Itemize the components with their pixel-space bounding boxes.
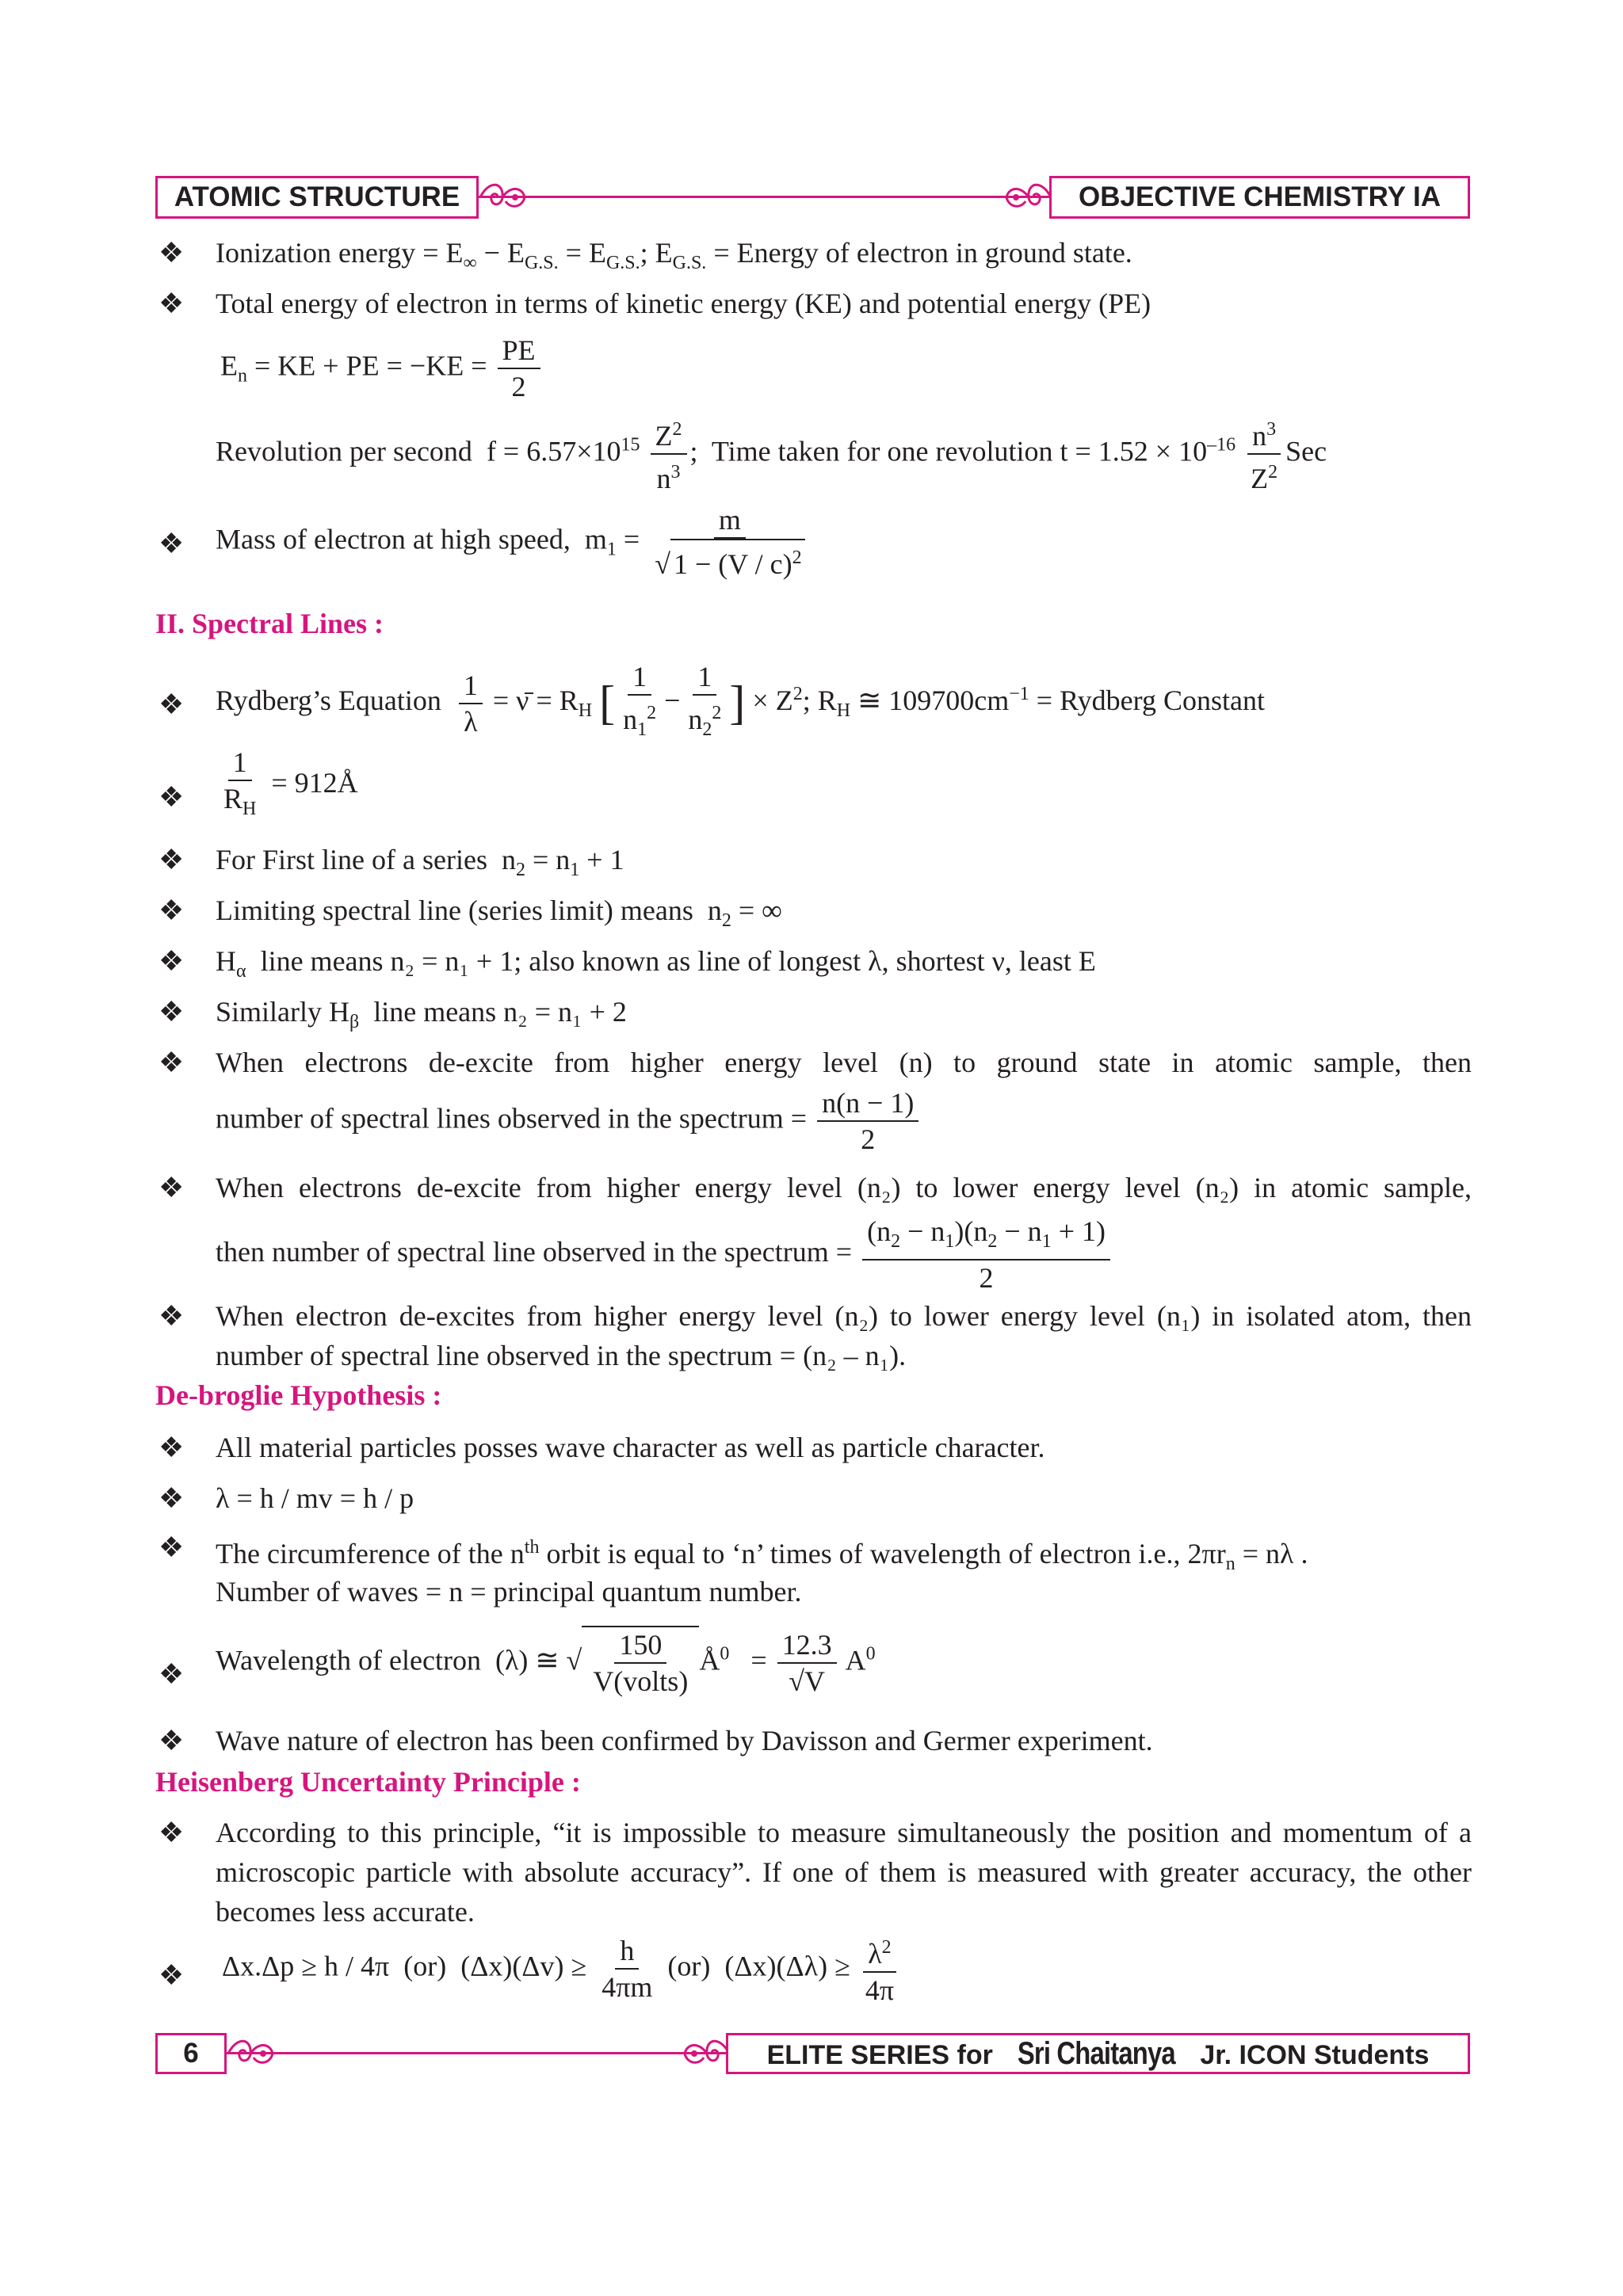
bullet-icon: ❖ bbox=[158, 781, 185, 813]
rydberg-line: Rydberg’s Equation $\frac{1}{\lambda}$ = ν̄ = $R_H$ [ $\frac{1}{n_1^2}$ − $\frac{1}{n_2^2}$ ] × $Z^2$; $R_H$ ≅ $109700cm^{-1}$ = Rydberg Constant bbox=[216, 661, 1265, 741]
heisenberg-heading: Heisenberg Uncertainty Principle : bbox=[155, 1766, 581, 1798]
page-number: 6 bbox=[183, 2038, 199, 2069]
limiting-line: Limiting spectral line (series limit) means $n_2$ = ∞ bbox=[216, 894, 782, 932]
circumference-line: The circumference of the $n^{th}$ orbit is equal to ‘n’ times of wavelength of electron i.e., $2\pi r_n = n\lambda$ . bbox=[216, 1537, 1308, 1575]
bullet-icon: ❖ bbox=[158, 1300, 185, 1332]
revolution-line: Revolution per second $f = 6.57\times 10^{15}$ $\frac{Z^2}{n^3}$ ; Time taken for one revolution $t = 1.52 \times 10^{-16}$ $\frac{n^3}{Z^2}$ Sec bbox=[216, 412, 1327, 496]
bullet-icon: ❖ bbox=[158, 1959, 185, 1991]
num-waves-line: Number of waves = n = principal quantum number. bbox=[216, 1576, 802, 1608]
debroglie-1: All material particles posses wave character as well as particle character. bbox=[216, 1432, 1045, 1463]
mass-line: Mass of electron at high speed, $m_1$ = $\frac{m}{√ 1 - (V / c)^2}$ bbox=[216, 502, 813, 582]
davisson-line: Wave nature of electron has been confirmed by Davisson and Germer experiment. bbox=[216, 1725, 1153, 1756]
ornament-icon bbox=[479, 177, 526, 217]
ornament-icon bbox=[227, 2034, 274, 2073]
inverse-rh: $\frac{1}{R_H}$ = 912Å bbox=[223, 746, 358, 820]
deexcite-2: When electrons de-excite from higher energy level (n₂) to lower energy level (n₂) in atomic sample, bbox=[216, 1172, 1472, 1203]
deexcite-1: When electrons de-excite from higher energy level (n) to ground state in atomic sample, then bbox=[216, 1047, 1472, 1078]
deexcite-3: When electron de-excites from higher energy level (n₂) to lower energy level (n₁) in isolated atom, then number of spectral line observed in the spectrum = (n₂ – n₁). bbox=[216, 1300, 1472, 1371]
chapter-title-box bbox=[155, 176, 479, 219]
book-title-box bbox=[1049, 176, 1470, 219]
series-label: ELITE SERIES for Sri Chaitanya Jr. ICON Students bbox=[766, 2035, 1430, 2071]
bullet-icon: ❖ bbox=[158, 1531, 185, 1563]
ionization-line: Ionization energy = $E_\infty - E_{G.S.} = E_{G.S.}$; $E_{G.S.}$ = Energy of electron in ground state. bbox=[216, 237, 1132, 274]
book-title: OBJECTIVE CHEMISTRY IA bbox=[1078, 181, 1442, 212]
bullet-icon: ❖ bbox=[158, 237, 185, 269]
deexcite-2-formula: then number of spectral line observed in the spectrum = $\frac{(n_2 - n_1)(n_2 - n_1 + 1)}{2}$ bbox=[216, 1214, 1113, 1295]
footer-rule bbox=[227, 2052, 729, 2054]
uncertainty-formula: Δx.Δp ≥ h / 4π (or) (Δx)(Δv) ≥ $\frac{h}{4\pi m}$ (or) (Δx)(Δλ) ≥ $\frac{\lambda^2}{4\pi}$ bbox=[222, 1930, 902, 2008]
bullet-icon: ❖ bbox=[158, 1725, 185, 1756]
debroglie-heading: De-broglie Hypothesis : bbox=[155, 1379, 442, 1411]
energy-equation: $E_n$ = KE + PE = −KE = $\frac{PE}{2}$ bbox=[220, 333, 544, 404]
debroglie-2: λ = h / mv = h / p bbox=[216, 1482, 414, 1514]
header-rule bbox=[479, 196, 1049, 198]
bullet-icon: ❖ bbox=[158, 844, 185, 875]
ornament-icon bbox=[683, 2034, 731, 2073]
h-alpha-line: $H_\alpha$ line means n₂ = n₁ + 1; also known as line of longest λ, shortest ν, least E bbox=[216, 945, 1096, 982]
bullet-icon: ❖ bbox=[158, 1172, 185, 1203]
wavelength-line: Wavelength of electron (λ) ≅ √ $\frac{150}{\text{V(volts)}}$ $Å^0$ = $\frac{12.3}{√V}$ $A^0$ bbox=[216, 1626, 876, 1699]
bullet-icon: ❖ bbox=[158, 528, 185, 559]
bullet-icon: ❖ bbox=[158, 1817, 185, 1848]
bullet-icon: ❖ bbox=[158, 1482, 185, 1514]
bullet-icon: ❖ bbox=[158, 1432, 185, 1463]
bullet-icon: ❖ bbox=[158, 288, 185, 319]
page-number-box bbox=[155, 2033, 227, 2074]
spectral-heading: II. Spectral Lines : bbox=[155, 608, 384, 639]
chapter-title: ATOMIC STRUCTURE bbox=[174, 181, 460, 212]
bullet-icon: ❖ bbox=[158, 688, 185, 720]
bullet-icon: ❖ bbox=[158, 894, 185, 926]
ornament-icon bbox=[1005, 177, 1052, 217]
bullet-icon: ❖ bbox=[158, 1047, 185, 1078]
brand-name: Sri Chaitanya bbox=[1018, 2035, 1176, 2071]
heisenberg-text: According to this principle, “it is impossible to measure simultaneously the position and momentum of a microscopic particle with absolute accuracy”. If one of them is measured with greater accuracy, the other becomes less accurate. bbox=[216, 1817, 1472, 1928]
bullet-icon: ❖ bbox=[158, 996, 185, 1028]
total-energy-line: Total energy of electron in terms of kinetic energy (KE) and potential energy (PE) bbox=[216, 288, 1151, 319]
first-line: For First line of a series $n_2 = n_1 + 1$ bbox=[216, 844, 624, 881]
h-beta-line: Similarly $H_\beta$ line means n₂ = n₁ + 2 bbox=[216, 996, 627, 1033]
series-box bbox=[726, 2033, 1470, 2074]
bullet-icon: ❖ bbox=[158, 1658, 185, 1690]
deexcite-1-formula: number of spectral lines observed in the spectrum = $\frac{n(n - 1)}{2}$ bbox=[216, 1085, 922, 1157]
bullet-icon: ❖ bbox=[158, 945, 185, 977]
